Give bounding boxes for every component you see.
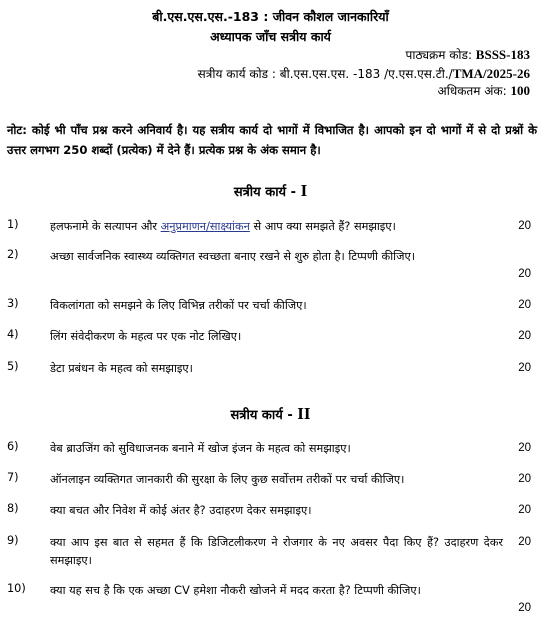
question-text: ऑनलाइन व्यक्तिगत जानकारी की सुरक्षा के लिए कुछ सर्वोत्तम तरीकों पर चर्चा कीजिए। [50, 473, 405, 486]
question-number: 7) [7, 471, 19, 484]
question-marks: 20 [518, 299, 531, 311]
question-marks: 20 [518, 536, 531, 548]
assignment-code: TMA/2025-26 [452, 66, 530, 81]
question-number: 1) [7, 218, 19, 231]
question-marks: 20 [518, 362, 531, 374]
question-text: विकलांगता को समझने के लिए विभिन्न तरीकों पर चर्चा कीजिए। [50, 299, 307, 312]
max-marks-line [438, 82, 530, 99]
question-marks: 20 [518, 220, 531, 232]
instructions-note: नोट: कोई भी पाँच प्रश्न करने अनिवार्य है। यह सत्रीय कार्य दो भागों में विभाजित है। आपको इन दो भागों में से दो प्रश्नों के उत्तर लगभग 250 शब्दों (प्रत्येक) में देने हैं। प्रत्येक प्रश्न के अंक समान है। [7, 123, 537, 157]
course-code: BSSS-183 [475, 47, 530, 62]
course-code-line [406, 46, 530, 63]
question-text [50, 218, 503, 236]
document-title: बी.एस.एस.एस.-183 : जीवन कौशल जानकारियाँ [152, 9, 389, 24]
question-number: 5) [7, 360, 19, 373]
course-code-label: पाठ्यक्रम कोड: [405, 48, 476, 62]
question-text-part: से आप क्या समझते हैं? समझाइए। [249, 220, 396, 233]
question-number: 2) [7, 248, 19, 261]
question-number: 3) [7, 297, 19, 310]
section-label: सत्रीय कार्य - [230, 408, 298, 423]
question-number: 10) [7, 582, 26, 595]
question-marks: 20 [518, 602, 531, 614]
question-number: 6) [7, 440, 19, 453]
section-roman: II [297, 404, 311, 423]
question-link[interactable]: अनुप्रमाणन/साक्ष्यांकन [160, 220, 250, 233]
question-number: 9) [7, 534, 19, 547]
question-marks: 20 [518, 442, 531, 454]
section-roman: I [300, 181, 308, 200]
section-label: सत्रीय कार्य - [233, 185, 301, 200]
max-marks: 100 [510, 83, 530, 98]
question-text-part: हलफनामे के सत्यापन और [50, 220, 161, 233]
question-text: डेटा प्रबंधन के महत्व को समझाइए। [50, 362, 193, 375]
assignment-code-label: सत्रीय कार्य कोड : बी.एस.एस.एस. -183 /ए.एस.एस.टी./ [197, 67, 453, 81]
max-marks-label: अधिकतम अंक: [437, 84, 511, 98]
assignment-code-line [198, 65, 530, 82]
question-marks: 20 [518, 330, 531, 342]
question-text: अच्छा सार्वजनिक स्वास्थ्य व्यक्तिगत स्वच्छता बनाए रखने से शुरु होता है। टिप्पणी कीजिए। [50, 250, 415, 263]
question-text: क्या बचत और निवेश में कोई अंतर है? उदाहरण देकर समझाइए। [50, 504, 312, 517]
question-text: क्या यह सच है कि एक अच्छा CV हमेशा नौकरी खोजने में मदद करता है? टिप्पणी कीजिए। [50, 584, 421, 597]
question-marks: 20 [518, 473, 531, 485]
question-number: 8) [7, 502, 19, 515]
question-text: क्या आप इस बात से सहमत हैं कि डिजिटलीकरण ने रोजगार के नए अवसर पैदा किए हैं? उदाहरण देकर समझाइए। [50, 536, 503, 567]
question-number: 4) [7, 328, 19, 341]
question-text: वेब ब्राउजिंग को सुविधाजनक बनाने में खोज इंजन के महत्व को समझाइए। [50, 442, 351, 455]
question-marks: 20 [518, 268, 531, 280]
section-heading-1 [0, 181, 541, 201]
section-heading-2 [0, 404, 541, 424]
question-marks: 20 [518, 504, 531, 516]
document-subtitle: अध्यापक जाँच सत्रीय कार्य [210, 29, 331, 44]
question-text: लिंग संवेदीकरण के महत्व पर एक नोट लिखिए। [50, 330, 242, 343]
